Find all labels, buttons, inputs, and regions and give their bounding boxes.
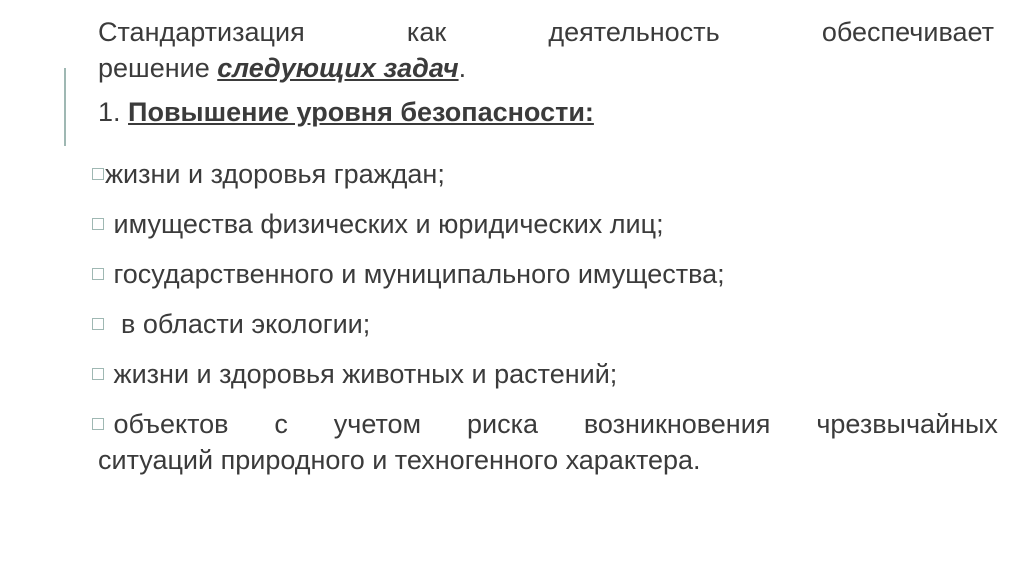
hollow-square-bullet-icon [92, 418, 104, 430]
heading-text: Повышение уровня безопасности: [128, 97, 594, 127]
hollow-square-bullet-icon [92, 318, 104, 330]
list-item-word: риска [466, 409, 539, 439]
slide-body [98, 14, 994, 140]
intro-word: деятельность [548, 17, 720, 47]
list-item-text: государственного и муниципального имущества; [113, 259, 725, 289]
intro-word: обеспечивает [821, 17, 994, 47]
list-item [92, 206, 998, 242]
list-item [92, 356, 998, 392]
list-item-word: с [274, 409, 288, 439]
list-item-text: жизни и здоровья животных и растений; [113, 359, 618, 389]
list-item [92, 306, 998, 342]
intro-line-2 [98, 50, 994, 86]
list-item-text: в области экологии; [121, 309, 371, 339]
last-bullet-first [92, 406, 229, 442]
accent-bar [64, 68, 66, 146]
hollow-square-bullet-icon [92, 168, 104, 180]
list-item [92, 156, 998, 192]
list-item-word: объектов [113, 409, 229, 439]
hollow-square-bullet-icon [92, 268, 104, 280]
intro-line-1 [98, 14, 994, 50]
intro-word: как [406, 17, 447, 47]
list-item [92, 406, 998, 478]
intro-emphasis: следующих задач [217, 53, 459, 83]
list-item [92, 256, 998, 292]
heading-number: 1. [98, 97, 121, 127]
intro-paragraph [98, 14, 994, 86]
intro-line2-prefix: решение [98, 53, 210, 83]
intro-word: Стандартизация [98, 17, 305, 47]
hollow-square-bullet-icon [92, 218, 104, 230]
list-item-word: учетом [333, 409, 422, 439]
hollow-square-bullet-icon [92, 368, 104, 380]
last-bullet-line-1 [92, 406, 998, 442]
list-item-word: чрезвычайных [816, 409, 998, 439]
list-item-word: возникновения [583, 409, 771, 439]
last-bullet-line-2: ситуаций природного и техногенного характера. [98, 445, 701, 475]
intro-line2-suffix: . [458, 53, 467, 83]
bullet-list [92, 156, 998, 492]
section-heading [98, 94, 994, 130]
list-item-text: имущества физических и юридических лиц; [113, 209, 664, 239]
list-item-text: жизни и здоровья граждан; [105, 159, 445, 189]
